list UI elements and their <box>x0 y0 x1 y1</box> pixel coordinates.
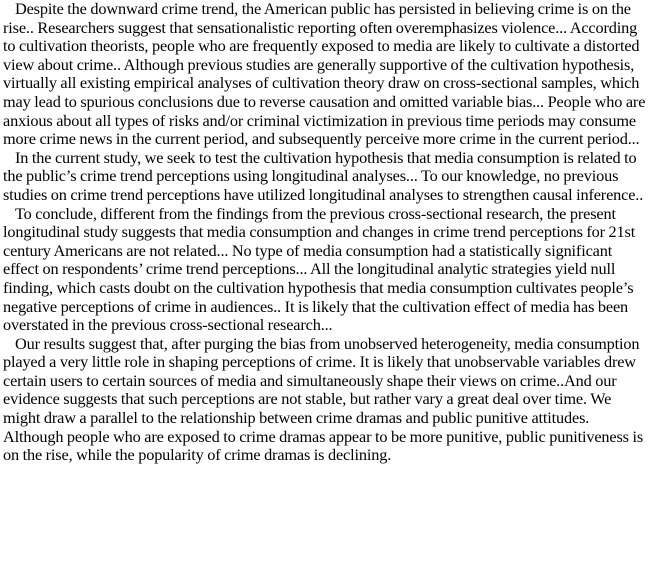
document-body[interactable] <box>3 0 651 465</box>
paragraph-1: Despite the downward crime trend, the American public has persisted in believing crime is on the rise.. Researchers suggest that sensationalistic reporting often overemphasizes violence... According to cultivation theorists, people who are frequently exposed to media are likely to cultivate a distorted view about crime.. Although previous studies are generally supportive of the cultivation hypothesis, virtually all existing empirical analyses of cultivation theory draw on cross-sectional samples, which may lead to spurious conclusions due to reverse causation and omitted variable bias... People who are anxious about all types of risks and/or criminal victimization in previous time periods may consume more crime news in the current period, and subsequently perceive more crime in the current period... <box>3 0 646 149</box>
paragraph-3 <box>3 205 651 335</box>
paragraph-4: Our results suggest that, after purging the bias from unobserved heterogeneity, media consumption played a very little role in shaping perceptions of crime. It is likely that unobservable variables drew certain users to certain sources of media and simultaneously shape their views on crime..And our evidence suggests that such perceptions are not stable, but rather vary a great deal over time. We might draw a parallel to the relationship between crime dramas and public punitive attitudes. Although people who are exposed to crime dramas appear to be more punitive, public punitiveness is on the rise, while the popularity of crime dramas is declining. <box>3 333 644 465</box>
paragraph-3-text: To conclude, different from the findings from the previous cross-sectional research, the present longitudinal study suggests that media consumption and changes in crime trend perceptions for 21st century Americans are not related... No type of media consumption had a statistically significant effect on respondents’ crime trend perceptions... All the longitudinal analytic strategies yield null finding, which casts doubt on the cultivation hypothesis that media consumption cultivates people’s negative perceptions of crime in audiences.. It is likely that the cultivation effect of media has been overstated in the previous cross-sectional research... <box>3 203 636 335</box>
paragraph-2: In the current study, we seek to test the cultivation hypothesis that media consumption is related to the public’s crime trend perceptions using longitudinal analyses... To our knowledge, no previous studies on crime trend perceptions have utilized longitudinal analyses to strengthen causal inference.. <box>3 147 644 204</box>
